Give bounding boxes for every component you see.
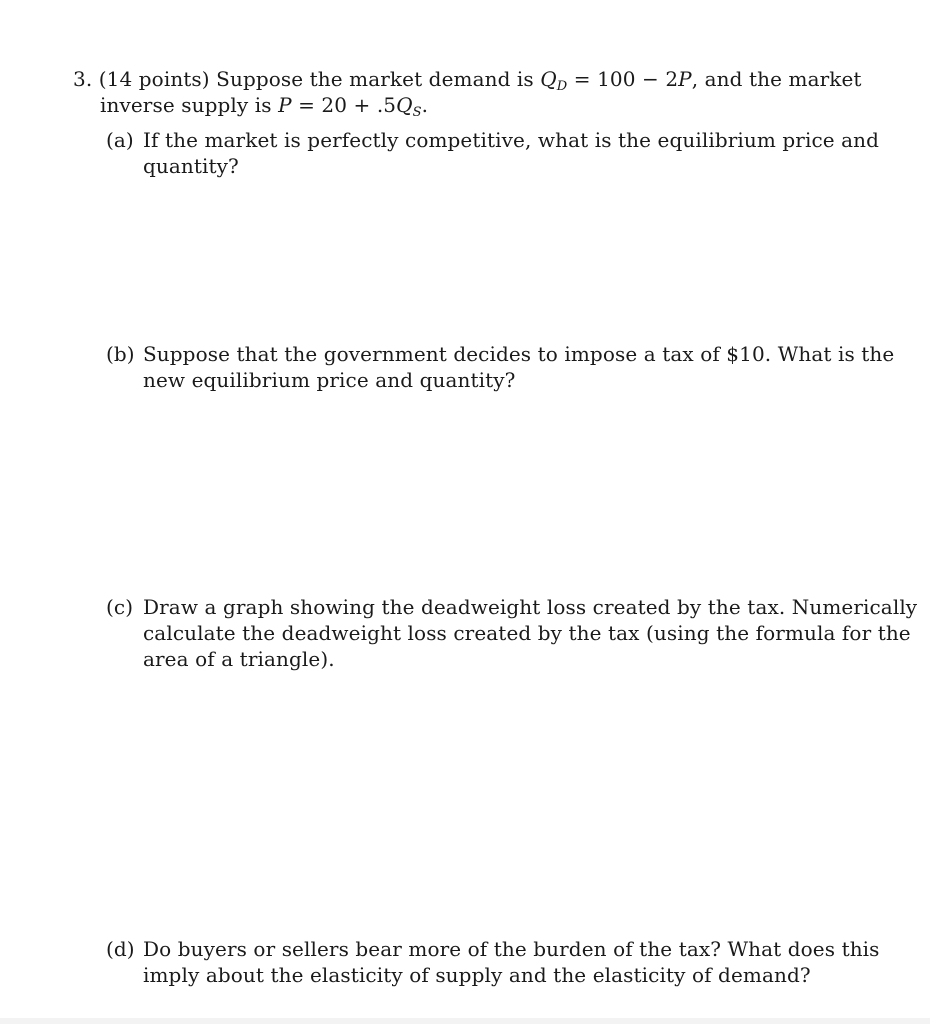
supply-rhs: = 20 + .5	[298, 93, 397, 117]
part-c-label: (c)	[106, 595, 134, 619]
part-a-line-1: If the market is perfectly competitive, what is the equilibrium price and	[143, 128, 880, 152]
part-a-line-2: quantity?	[143, 154, 239, 178]
part-c-line-2: calculate the deadweight loss created by the tax (using the formula for the	[143, 621, 911, 645]
problem-intro-end: , and the market	[691, 67, 862, 91]
supply-qty-var: Q	[396, 93, 413, 117]
supply-subscript: S	[412, 105, 422, 120]
part-a-label: (a)	[106, 128, 134, 152]
part-b-line-2: new equilibrium price and quantity?	[143, 368, 516, 392]
part-b-line-1: Suppose that the government decides to impose a tax of $10. What is the	[143, 342, 895, 366]
problem-points: (14 points)	[98, 67, 210, 91]
supply-intro: inverse supply is	[100, 93, 272, 117]
demand-rhs: = 100 − 2	[573, 67, 679, 91]
part-d-label: (d)	[106, 937, 135, 961]
supply-price-var: P	[278, 93, 292, 117]
problem-line-1	[73, 66, 862, 94]
part-d-line-2: imply about the elasticity of supply and the elasticity of demand?	[143, 963, 811, 987]
supply-end: .	[421, 93, 429, 117]
problem-number: 3.	[73, 67, 93, 91]
demand-price-var: P	[678, 67, 692, 91]
demand-subscript: D	[556, 79, 568, 94]
demand-var: Q	[540, 67, 557, 91]
part-b-label: (b)	[106, 342, 135, 366]
problem-line-2	[100, 92, 428, 118]
part-d-line-1: Do buyers or sellers bear more of the burden of the tax? What does this	[143, 937, 880, 961]
problem-intro: Suppose the market demand is	[216, 67, 534, 91]
page-bottom-edge	[0, 1018, 930, 1024]
part-c-line-3: area of a triangle).	[143, 647, 335, 671]
part-c-line-1: Draw a graph showing the deadweight loss created by the tax. Numerically	[143, 595, 918, 619]
